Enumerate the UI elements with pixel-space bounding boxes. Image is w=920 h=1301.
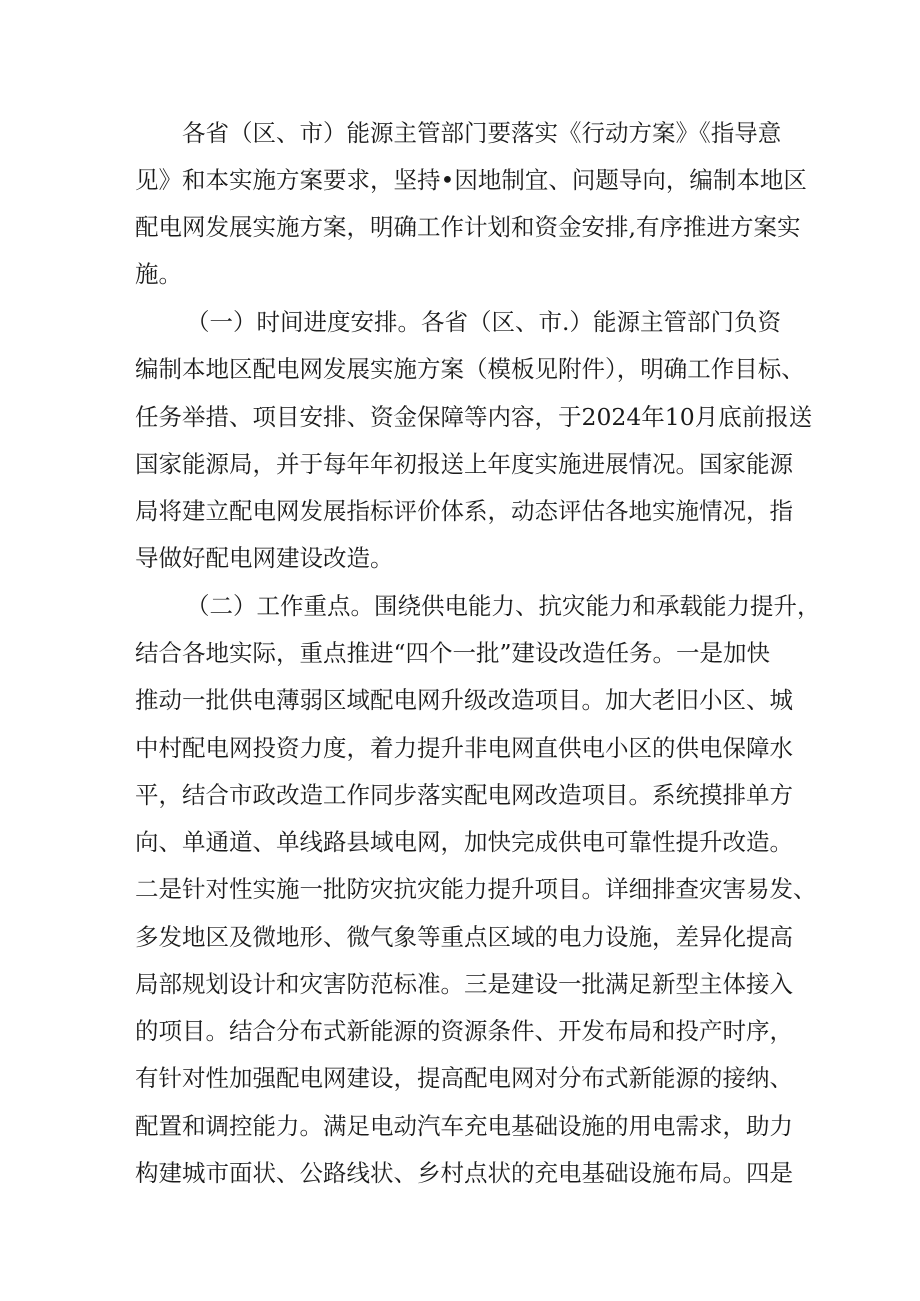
paragraph-1-line-3: 配电网发展实施方案，明确工作计划和资金安排,有序推进方案实 bbox=[135, 213, 801, 241]
paragraph-3-line-5: 平，结合市政改造工作同步落实配电网改造项目。系统摸排单方 bbox=[135, 781, 793, 809]
paragraph-2-line-3: 任务举措、项目安排、资金保障等内容，于2024年10月底前报送 bbox=[135, 403, 813, 431]
paragraph-3-line-2: 结合各地实际，重点推进“四个一批”建设改造任务。一是加快 bbox=[135, 639, 771, 667]
paragraph-3-line-10: 的项目。结合分布式新能源的资源条件、开发布局和投产时序， bbox=[135, 1017, 793, 1045]
paragraph-3-line-8: 多发地区及微地形、微气象等重点区域的电力设施，差异化提高 bbox=[135, 923, 793, 951]
paragraph-3-line-12: 配置和调控能力。满足电动汽车充电基础设施的用电需求，助力 bbox=[135, 1112, 793, 1140]
paragraph-2-line-1: （一）时间进度安排。各省（区、市.）能源主管部门负资 bbox=[186, 308, 781, 336]
paragraph-2-line-5: 局将建立配电网发展指标评价体系，动态评估各地实施情况，指 bbox=[135, 497, 793, 525]
paragraph-3-line-1: （二）工作重点。围绕供电能力、抗灾能力和承载能力提升， bbox=[186, 592, 821, 620]
paragraph-2-line-4: 国家能源局，并于每年年初报送上年度实施进展情况。国家能源 bbox=[135, 450, 793, 478]
paragraph-3-line-9: 局部规划设计和灾害防范标准。三是建设一批满足新型主体接入 bbox=[135, 970, 793, 998]
paragraph-3-line-11: 有针对性加强配电网建设，提高配电网对分布式新能源的接纳、 bbox=[135, 1064, 793, 1092]
paragraph-3-line-6: 向、单通道、单线路县域电网，加快完成供电可靠性提升改造。 bbox=[135, 828, 793, 856]
paragraph-3-line-13: 构建城市面状、公路线状、乡村点状的充电基础设施布局。四是 bbox=[135, 1159, 793, 1187]
paragraph-1-line-4: 施。 bbox=[135, 260, 182, 288]
paragraph-3-line-7: 二是针对性实施一批防灾抗灾能力提升项目。详细排查灾害易发、 bbox=[135, 875, 817, 903]
paragraph-2-line-6: 导做好配电网建设改造。 bbox=[135, 544, 394, 572]
paragraph-1-line-2: 见》和本实施方案要求，坚持•因地制宜、问题导向，编制本地区 bbox=[135, 166, 807, 194]
paragraph-3-line-4: 中村配电网投资力度，着力提升非电网直供电小区的供电保障水 bbox=[135, 734, 793, 762]
paragraph-1-line-1: 各省（区、市）能源主管部门要落实《行动方案》《指导意 bbox=[182, 119, 782, 147]
paragraph-3-line-3: 推动一批供电薄弱区域配电网升级改造项目。加大老旧小区、城 bbox=[135, 686, 793, 714]
paragraph-2-line-2: 编制本地区配电网发展实施方案（模板见附件），明确工作目标、 bbox=[135, 355, 805, 383]
